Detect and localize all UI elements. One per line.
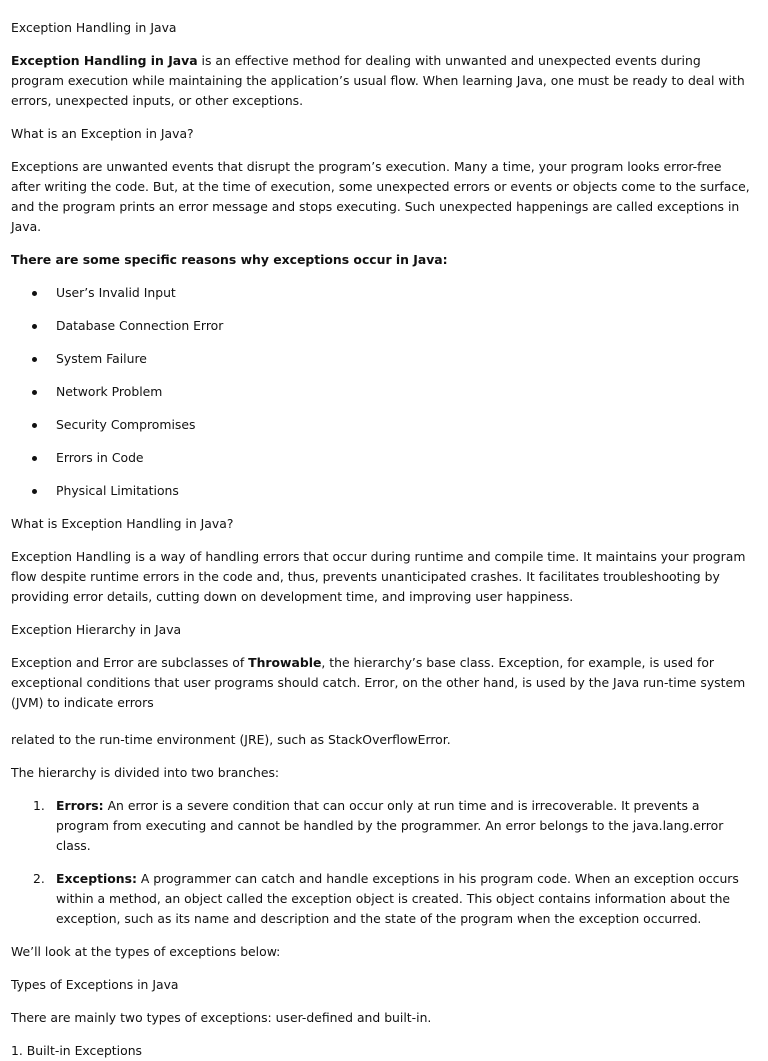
bullet-icon <box>32 357 37 362</box>
heading-hierarchy: Exception Hierarchy in Java <box>11 622 182 637</box>
list-item-text: Database Connection Error <box>56 318 224 333</box>
branches-list <box>11 796 754 929</box>
list-item-text: Errors in Code <box>56 450 144 465</box>
branch-title: Errors: <box>56 798 104 813</box>
heading-built-in: 1. Built-in Exceptions <box>11 1043 142 1058</box>
document-title: Exception Handling in Java <box>11 20 177 35</box>
list-item <box>11 448 754 468</box>
hierarchy-continuation: related to the run-time environment (JRE), such as StackOverflowError. <box>11 732 451 747</box>
branch-text: A programmer can catch and handle exceptions in his program code. When an exception occurs within a method, an object called the exception object is created. This object contains information about the exception, such as its name and description and the state of the program when the exception occurred. <box>56 871 739 926</box>
intro-bold: Exception Handling in Java <box>11 53 198 68</box>
list-item <box>11 283 754 303</box>
bullet-icon <box>32 291 37 296</box>
bullet-icon <box>32 390 37 395</box>
list-item <box>11 349 754 369</box>
bullet-icon <box>32 324 37 329</box>
types-paragraph: There are mainly two types of exceptions: user-defined and built-in. <box>11 1010 432 1025</box>
reasons-lead-bold: There are some specific reasons why exceptions occur in Java: <box>11 252 448 267</box>
list-number: 1. <box>33 798 45 813</box>
list-item-text: System Failure <box>56 351 147 366</box>
what-is-exception-paragraph: Exceptions are unwanted events that disrupt the program’s execution. Many a time, your program looks error-free after writing the code. But, at the time of execution, some unexpected errors or events or objects come to the surface, and the program prints an error message and stops executing. Such unexpected happenings are called exceptions in Java. <box>11 159 750 234</box>
types-intro: We’ll look at the types of exceptions below: <box>11 944 281 959</box>
list-item-text: Security Compromises <box>56 417 196 432</box>
reasons-list <box>11 283 754 501</box>
list-item <box>11 382 754 402</box>
bullet-icon <box>32 456 37 461</box>
branches-lead: The hierarchy is divided into two branches: <box>11 765 280 780</box>
intro-text: is an effective method for dealing with unwanted and unexpected events during program execution while maintaining the application’s usual flow. When learning Java, one must be ready to deal with errors, unexpected inputs, or other exceptions. <box>11 53 745 108</box>
hierarchy-text-bold: Throwable <box>248 655 322 670</box>
list-item <box>11 481 754 501</box>
intro-paragraph <box>11 51 754 111</box>
bullet-icon <box>32 423 37 428</box>
hierarchy-text-post: , the hierarchy’s base class. Exception, for example, is used for exceptional conditions that user programs should catch. Error, on the other hand, is used by the Java run-time system (JVM) to indicate errors <box>11 655 746 710</box>
what-is-handling-paragraph: Exception Handling is a way of handling errors that occur during runtime and compile time. It maintains your program flow despite runtime errors in the code and, thus, prevents unanticipated crashes. It facilitates troubleshooting by providing error details, cutting down on development time, and improving user happiness. <box>11 549 746 604</box>
branch-title: Exceptions: <box>56 871 137 886</box>
bullet-icon <box>32 489 37 494</box>
list-item-text: Physical Limitations <box>56 483 179 498</box>
list-item <box>11 796 754 856</box>
heading-what-is-exception: What is an Exception in Java? <box>11 126 194 141</box>
reasons-lead <box>11 250 754 270</box>
heading-what-is-handling: What is Exception Handling in Java? <box>11 516 234 531</box>
list-item <box>11 316 754 336</box>
branch-text: An error is a severe condition that can occur only at run time and is irrecoverable. It prevents a program from executing and cannot be handled by the programmer. An error belongs to the java.lang.error class. <box>56 798 724 853</box>
hierarchy-paragraph <box>11 653 754 713</box>
list-item-text: Network Problem <box>56 384 163 399</box>
list-number: 2. <box>33 871 45 886</box>
heading-types: Types of Exceptions in Java <box>11 977 179 992</box>
list-item <box>11 869 754 929</box>
list-item-text: User’s Invalid Input <box>56 285 176 300</box>
hierarchy-text-pre: Exception and Error are subclasses of <box>11 655 249 670</box>
list-item <box>11 415 754 435</box>
